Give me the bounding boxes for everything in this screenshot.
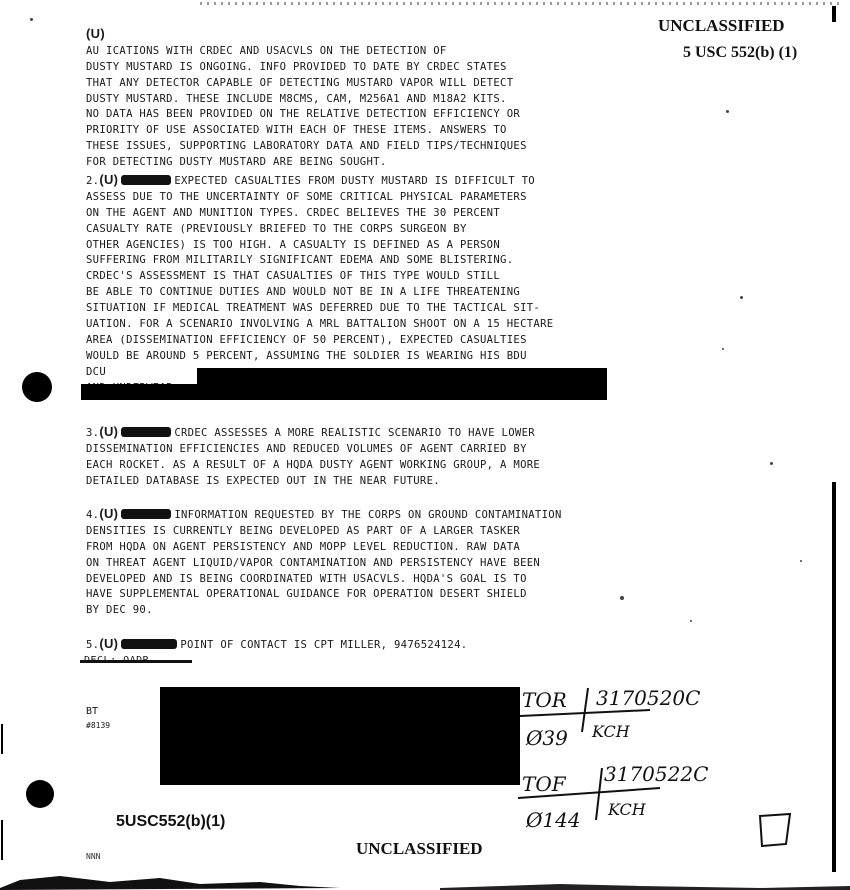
paragraph-5	[86, 620, 646, 654]
scan-edge-left	[1, 724, 3, 754]
tor-count: Ø39	[526, 726, 568, 750]
bottom-scan-smudge	[0, 858, 850, 890]
paragraph-number: 4.	[86, 508, 100, 521]
exemption-top: 5 USC 552(b) (1)	[683, 44, 798, 61]
scan-speck	[770, 462, 773, 465]
tof-initials: KCH	[608, 800, 646, 819]
scan-edge-left	[1, 820, 3, 860]
paragraph-number: 2.	[86, 174, 100, 187]
strike-line	[80, 660, 192, 663]
tor-value: 3170520C	[596, 686, 701, 710]
message-serial: #8139	[86, 721, 111, 730]
scan-speck	[690, 620, 692, 622]
tor-label: TOR	[522, 688, 567, 712]
paragraph-4	[86, 490, 646, 619]
paragraph-2	[86, 156, 646, 397]
ink-blot	[121, 509, 171, 519]
bt-marker: BT	[86, 706, 99, 717]
classification-top: UNCLASSIFIED	[658, 16, 785, 35]
punch-hole	[22, 372, 52, 402]
ink-blot	[121, 639, 177, 649]
scan-edge-right	[832, 482, 836, 872]
redaction-bar	[81, 384, 607, 400]
scan-noise-mark	[832, 6, 836, 22]
redaction-bar	[197, 368, 607, 384]
paragraph-text: CRDEC ASSESSES A MORE REALISTIC SCENARIO TO HAVE LOWER DISSEMINATION EFFICIENCIES AND REDUCED VOLUMES OF AGENT CARRIED BY EACH ROCKET. AS A RESULT OF A HQDA DUSTY AGENT WORKING GROUP, A MORE DETAILED DATABASE IS EXPECTED OUT IN THE NEAR FUTURE.	[86, 426, 541, 487]
paragraph-text: EXPECTED CASUALTIES FROM DUSTY MUSTARD IS DIFFICULT TO ASSESS DUE TO THE UNCERTAINTY OF SOME CRITICAL PHYSICAL PARAMETERS ON THE AGENT AND MUNITION TYPES. CRDEC BELIEVES THE 30 PERCENT CASUALTY RATE (PREVIOUSLY BRIEFED TO THE CORPS SURGEON BY OTHER AGENCIES) IS TOO HIGH. A CASUALTY IS DEFINED AS A PERSON SUFFERING FROM MILITARILY SIGNIFICANT EDEMA AND SOME BLISTERING. CRDEC'S ASSESSMENT IS THAT CASUALTIES OF THIS TYPE WOULD STILL BE ABLE TO CONTINUE DUTIES AND WOULD NOT BE IN A LIFE THREATENING SITUATION IF MEDICAL TREATMENT WAS DEFERRED DUE TO THE TACTICAL SIT- UATION. FOR A SCENARIO INVOLVING A MRL BATTALION SHOOT ON A 15 HECTARE AREA (DISSEMINATION EFFICIENCY OF 50 PERCENT), EXPECTED CASUALTIES WOULD BE AROUND 5 PERCENT, ASSUMING THE SOLDIER IS WEARING HIS BDU DCU	[86, 174, 554, 378]
scan-noise-top	[200, 2, 840, 5]
bottom-smudge-text: NNN	[86, 852, 101, 861]
scan-speck	[722, 348, 724, 350]
classification-bottom: UNCLASSIFIED	[356, 839, 483, 858]
paragraph-marking: (U)	[86, 25, 105, 41]
tof-count: Ø144	[526, 808, 581, 832]
paragraph-text: POINT OF CONTACT IS CPT MILLER, 9476524124.	[180, 638, 468, 651]
paragraph-number: 3.	[86, 426, 100, 439]
handwritten-box	[756, 810, 796, 850]
exemption-bottom: 5USC552(b)(1)	[116, 813, 226, 830]
redaction-block	[160, 687, 520, 785]
tor-initials: KCH	[592, 722, 630, 741]
scan-speck	[30, 18, 33, 21]
scan-speck	[800, 560, 802, 562]
paragraph-marking: (U)	[99, 505, 119, 521]
paragraph-marking: (U)	[99, 635, 119, 651]
scan-speck	[740, 296, 743, 299]
paragraph-number: 5.	[86, 638, 100, 651]
paragraph-text: INFORMATION REQUESTED BY THE CORPS ON GROUND CONTAMINATION DENSITIES IS CURRENTLY BEING DEVELOPED AS PART OF A LARGER TASKER FROM HQDA ON AGENT PERSISTENCY AND MOPP LEVEL REDUCTION. RAW DATA ON THREAT AGENT LIQUID/VAPOR CONTAMINATION AND PERSISTENCY HAVE BEEN DEVELOPED AND IS BEING COORDINATED WITH USACVLS. HQDA'S GOAL IS TO HAVE SUPPLEMENTAL OPERATIONAL GUIDANCE FOR OPERATION DESERT SHIELD BY DEC 90.	[86, 508, 562, 617]
punch-hole	[26, 780, 54, 808]
paragraph-marking: (U)	[99, 171, 119, 187]
paragraph-text: AU ICATIONS WITH CRDEC AND USACVLS ON THE DETECTION OF DUSTY MUSTARD IS ONGOING. INFO PROVIDED TO DATE BY CRDEC STATES THAT ANY DETECTOR CAPABLE OF DETECTING MUSTARD VAPOR WILL DETECT DUSTY MUSTARD. THESE INCLUDE M8CMS, CAM, M256A1 AND M18A2 KITS. NO DATA HAS BEEN PROVIDED ON THE RELATIVE DETECTION EFFICIENCY OR PRIORITY OF USE ASSOCIATED WITH EACH OF THESE ITEMS. ANSWERS TO THESE ISSUES, SUPPORTING LABORATORY DATA AND FIELD TIPS/TECHNIQUES FOR DETECTING DUSTY MUSTARD ARE BEING SOUGHT.	[86, 44, 527, 169]
scan-speck	[620, 596, 624, 600]
ink-blot	[121, 427, 171, 437]
ink-blot	[121, 175, 171, 185]
tof-label: TOF	[522, 772, 566, 796]
paragraph-1	[86, 10, 646, 171]
paragraph-marking: (U)	[99, 423, 119, 439]
scan-speck	[726, 110, 729, 113]
paragraph-3	[86, 408, 646, 490]
tof-value: 3170522C	[604, 762, 709, 786]
